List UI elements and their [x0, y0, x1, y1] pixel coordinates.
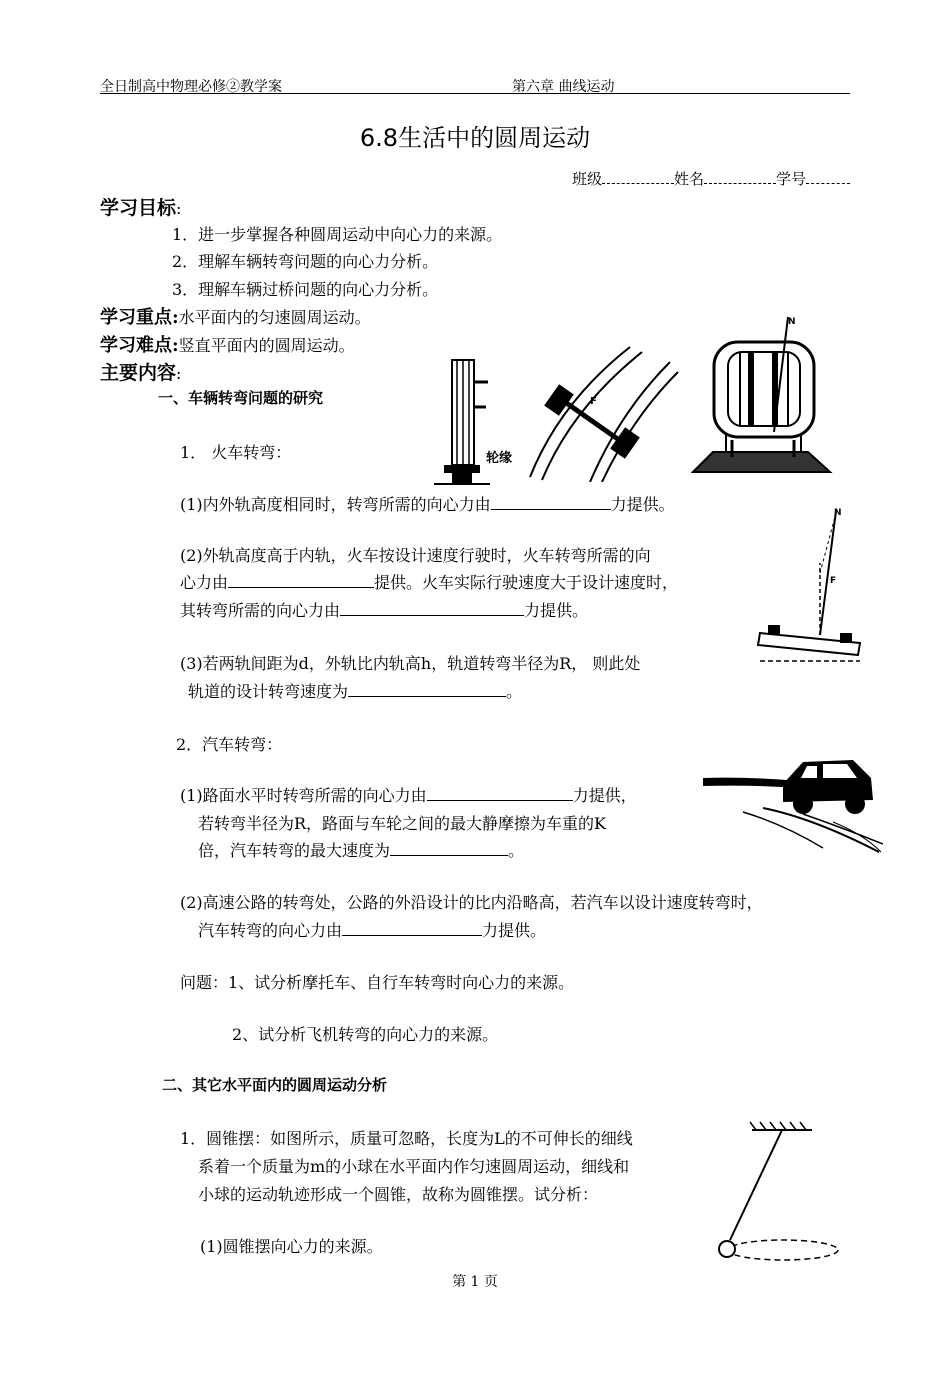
car-q1-blank-2 — [390, 841, 508, 856]
wheel-flange-figure — [430, 352, 520, 487]
objectives-colon: : — [176, 199, 182, 218]
pendulum-q1: (1)圆锥摆向心力的来源。 — [200, 1237, 383, 1256]
header-right: 第六章 曲线运动 — [512, 79, 615, 95]
train-q2-line3 — [180, 598, 588, 621]
main-heading — [100, 358, 181, 385]
car-q1-line1-tail: 力提供， — [572, 786, 637, 805]
header-left: 全日制高中物理必修②教学案 — [100, 79, 282, 95]
flange-label: 轮缘 — [486, 451, 513, 466]
key-point-label: 学习重点: — [100, 307, 179, 328]
train-q2-line2-text: 心力由 — [180, 573, 229, 592]
page-title: 6.8生活中的圆周运动 — [359, 124, 591, 152]
car-q1-blank-1 — [427, 786, 573, 801]
pendulum-line1: 1．圆锥摆：如图所示，质量可忽略，长度为L的不可伸长的细线 — [180, 1129, 633, 1148]
train-q2-line3-text: 其转弯所需的向心力由 — [180, 601, 341, 620]
objectives-label: 学习目标 — [100, 197, 177, 219]
car-q2-line2 — [198, 918, 546, 941]
pendulum-line3: 小球的运动轨迹形成一个圆锥，故称为圆锥摆。试分析： — [198, 1185, 599, 1204]
name-label: 姓名 — [673, 170, 704, 188]
train-q3-line2-text: 轨道的设计转弯速度为 — [188, 682, 349, 701]
train-title: 1． 火车转弯： — [180, 443, 292, 462]
banked-force-figure — [750, 503, 865, 668]
main-label: 主要内容 — [100, 362, 177, 384]
section1-heading: 一、车辆转弯问题的研究 — [158, 389, 324, 407]
question-2: 2、试分析飞机转弯的向心力的来源。 — [232, 1025, 499, 1044]
train-q1-tail: 力提供。 — [610, 495, 675, 514]
svg-text:N: N — [834, 508, 842, 518]
train-section-figure — [688, 312, 833, 477]
car-title: 2．汽车转弯： — [176, 735, 283, 754]
section2-heading: 二、其它水平面内的圆周运动分析 — [162, 1076, 388, 1094]
car-q1-line3-tail: 。 — [508, 841, 525, 860]
train-q2-line3-tail: 力提供。 — [524, 601, 589, 620]
train-q1 — [180, 492, 675, 515]
key-point-text: 水平面内的匀速圆周运动。 — [178, 308, 371, 327]
car-q1-line3-text: 倍，汽车转弯的最大速度为 — [198, 841, 391, 860]
question-1: 问题：1、试分析摩托车、自行车转弯时向心力的来源。 — [180, 973, 575, 992]
train-q3-line2-tail: 。 — [506, 682, 523, 701]
page-number: 第 1 页 — [452, 1274, 498, 1290]
axle-curve-figure — [520, 342, 680, 482]
pendulum-line2: 系着一个质量为m的小球在水平面内作匀速圆周运动，细线和 — [198, 1157, 630, 1176]
objectives-heading — [100, 193, 181, 220]
car-q2-line1: (2)高速公路的转弯处，公路的外沿设计的比内沿略高，若汽车以设计速度转弯时， — [180, 893, 763, 912]
car-q1-line2: 若转弯半径为R，路面与车轮之间的最大静摩擦为车重的K — [198, 814, 607, 833]
student-info — [572, 168, 850, 189]
train-q2-line2 — [180, 570, 678, 593]
difficulty — [100, 331, 355, 357]
conical-pendulum-figure — [712, 1120, 844, 1268]
difficulty-text: 竖直平面内的圆周运动。 — [178, 336, 355, 355]
key-point — [100, 303, 371, 329]
train-q1-blank — [491, 495, 611, 510]
difficulty-label: 学习难点: — [100, 335, 179, 356]
car-q1-line1 — [180, 783, 637, 806]
train-q1-text: (1)内外轨高度相同时，转弯所需的向心力由 — [180, 495, 491, 514]
car-q1-line3 — [198, 838, 524, 861]
objective-item-1: 1．进一步掌握各种圆周运动中向心力的来源。 — [172, 225, 503, 244]
train-q2-blank-2 — [340, 601, 524, 616]
train-q2-line2-tail: 提供。火车实际行驶速度大于设计速度时， — [374, 573, 679, 592]
car-q2-line2-text: 汽车转弯的向心力由 — [198, 921, 343, 940]
car-turn-figure — [703, 748, 883, 858]
svg-text:F: F — [830, 576, 837, 586]
class-blank — [602, 169, 674, 184]
train-q2-line1: (2)外轨高度高于内轨，火车按设计速度行驶时，火车转弯所需的向 — [180, 546, 651, 565]
svg-text:F: F — [590, 396, 597, 407]
objective-item-3: 3．理解车辆过桥问题的向心力分析。 — [172, 280, 439, 299]
car-q1-line1-text: (1)路面水平时转弯所需的向心力由 — [180, 786, 427, 805]
train-q3-line2 — [188, 679, 522, 702]
main-colon: : — [176, 364, 182, 383]
header-rule — [100, 93, 850, 94]
car-q2-line2-tail: 力提供。 — [482, 921, 547, 940]
id-blank — [806, 169, 850, 184]
objective-item-2: 2．理解车辆转弯问题的向心力分析。 — [172, 252, 439, 271]
svg-text:N: N — [788, 317, 796, 327]
train-q3-line1: (3)若两轨间距为d，外轨比内轨高h，轨道转弯半径为R， 则此处 — [180, 654, 641, 673]
class-label: 班级 — [571, 170, 602, 188]
id-label: 学号 — [775, 170, 806, 188]
name-blank — [704, 169, 776, 184]
train-q2-blank-1 — [228, 573, 374, 588]
car-q2-blank — [342, 921, 482, 936]
train-q3-blank — [348, 682, 506, 697]
